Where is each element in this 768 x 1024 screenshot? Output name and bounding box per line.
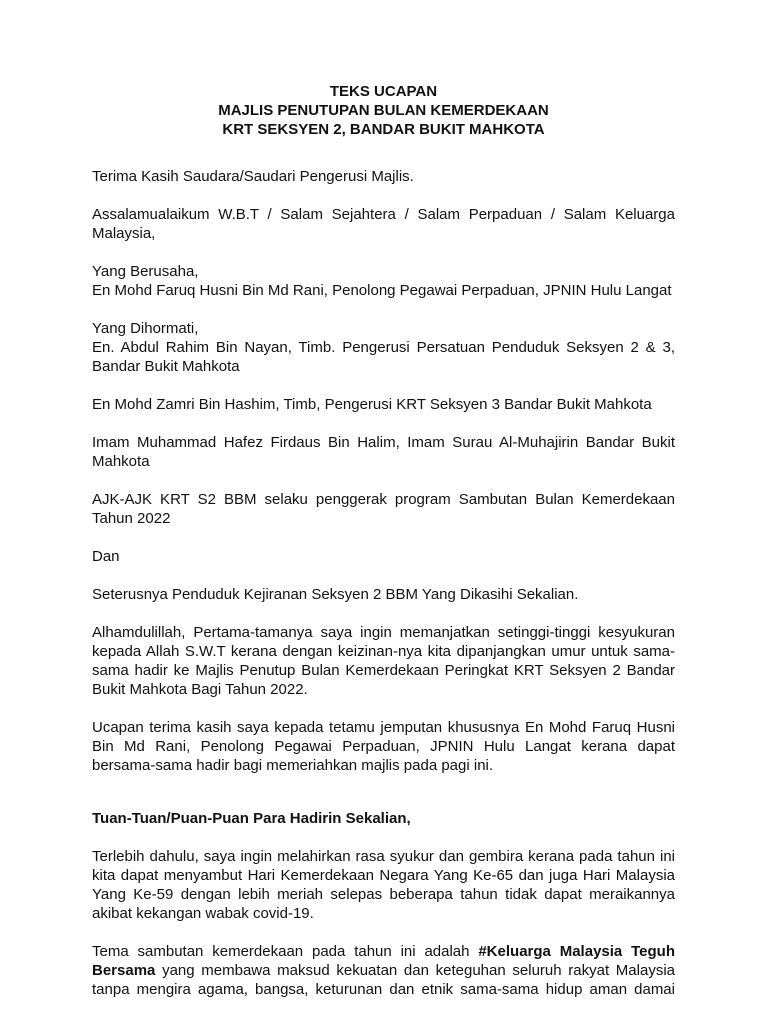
paragraph-greeting: Terima Kasih Saudara/Saudari Pengerusi Majlis. xyxy=(92,168,414,185)
paragraph-terima-kasih: Ucapan terima kasih saya kepada tetamu jemputan khususnya En Mohd Faruq Husni Bin Md Rani, Penolong Pegawai Perpaduan, JPNIN Hulu Langat kerana dapat bersama-sama hadir bagi memeriahkan majlis pada pagi ini. xyxy=(92,719,675,774)
heading-line-1: TEKS UCAPAN xyxy=(329,83,438,100)
paragraph-yang-berusaha xyxy=(92,262,675,300)
paragraph-dan: Dan xyxy=(92,548,120,565)
heading-line-2: MAJLIS PENUTUPAN BULAN KEMERDEKAAN xyxy=(218,102,549,119)
heading-line-3: KRT SEKSYEN 2, BANDAR BUKIT MAHKOTA xyxy=(222,121,545,138)
paragraph-tema xyxy=(92,942,675,999)
paragraph-guest-3: AJK-AJK KRT S2 BBM selaku penggerak program Sambutan Bulan Kemerdekaan Tahun 2022 xyxy=(92,491,675,527)
paragraph-yang-dihormati xyxy=(92,319,675,376)
tema-text-before: Tema sambutan kemerdekaan pada tahun ini adalah xyxy=(92,943,479,960)
paragraph-syukur: Terlebih dahulu, saya ingin melahirkan rasa syukur dan gembira kerana pada tahun ini kita dapat menyambut Hari Kemerdekaan Negara Yang Ke-65 dan juga Hari Malaysia Yang Ke-59 dengan lebih meriah selepas beberapa tahun tidak dapat meraikannya akibat kekangan wabak covid-19. xyxy=(92,848,675,922)
honorific-name: En. Abdul Rahim Bin Nayan, Timb. Pengerusi Persatuan Penduduk Seksyen 2 & 3, Bandar Bukit Mahkota xyxy=(92,339,675,375)
honorific-label: Yang Berusaha, xyxy=(92,263,199,280)
section-title: Tuan-Tuan/Puan-Puan Para Hadirin Sekalian, xyxy=(92,810,411,827)
document-page xyxy=(92,82,675,1018)
tema-text-bold: #Keluarga Malaysia Teguh Bersama xyxy=(92,943,675,979)
tema-text-after: yang membawa maksud kekuatan dan keteguhan seluruh rakyat Malaysia tanpa mengira agama, bangsa, keturunan dan etnik sama-sama hidup aman damai xyxy=(92,962,675,998)
document-heading xyxy=(92,82,675,139)
paragraph-guest-2: Imam Muhammad Hafez Firdaus Bin Halim, Imam Surau Al-Muhajirin Bandar Bukit Mahkota xyxy=(92,434,675,470)
paragraph-alhamdulillah: Alhamdulillah, Pertama-tamanya saya ingin memanjatkan setinggi-tinggi kesyukuran kepada Allah S.W.T kerana dengan keizinan-nya kita dipanjangkan umur untuk sama-sama hadir ke Majlis Penutup Bulan Kemerdekaan Peringkat KRT Seksyen 2 Bandar Bukit Mahkota Bagi Tahun 2022. xyxy=(92,624,675,698)
honorific-label: Yang Dihormati, xyxy=(92,320,199,337)
paragraph-salam: Assalamualaikum W.B.T / Salam Sejahtera / Salam Perpaduan / Salam Keluarga Malaysia, xyxy=(92,206,675,242)
document-body xyxy=(92,167,675,999)
paragraph-penduduk: Seterusnya Penduduk Kejiranan Seksyen 2 BBM Yang Dikasihi Sekalian. xyxy=(92,586,579,603)
paragraph-guest-1: En Mohd Zamri Bin Hashim, Timb, Pengerusi KRT Seksyen 3 Bandar Bukit Mahkota xyxy=(92,396,652,413)
honorific-name: En Mohd Faruq Husni Bin Md Rani, Penolong Pegawai Perpaduan, JPNIN Hulu Langat xyxy=(92,282,672,299)
